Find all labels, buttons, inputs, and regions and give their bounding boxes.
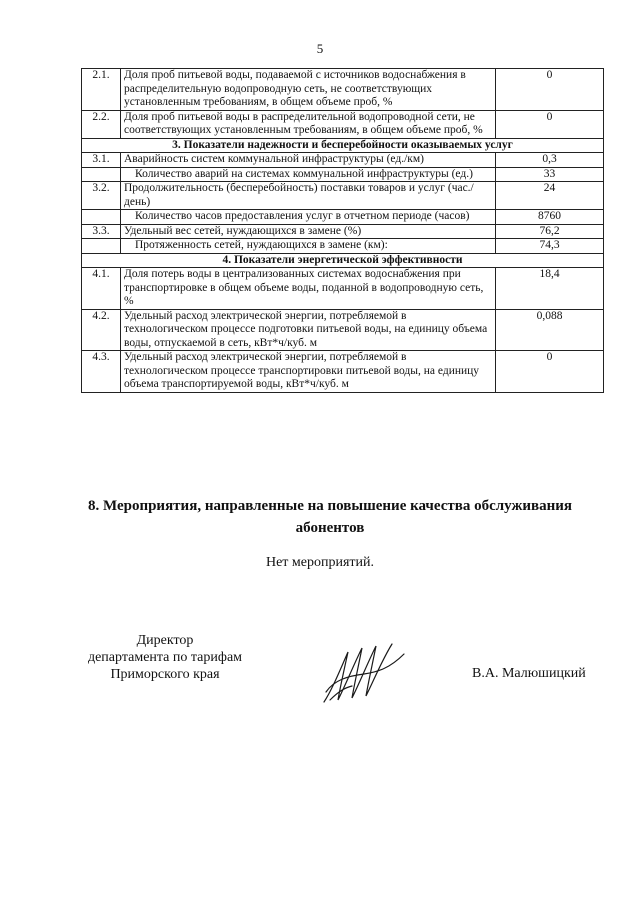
table-row bbox=[82, 309, 604, 351]
row-number: 3.2. bbox=[82, 182, 121, 210]
table-row bbox=[82, 351, 604, 393]
indicator-value: 76,2 bbox=[496, 224, 604, 239]
indicator-value: 0 bbox=[496, 110, 604, 138]
section-8-title-line1: 8. Мероприятия, направленные на повышение качества обслуживания bbox=[87, 498, 572, 514]
table-row bbox=[82, 182, 604, 210]
row-number bbox=[82, 210, 121, 225]
indicator-description: Количество часов предоставления услуг в отчетном периоде (часов) bbox=[121, 210, 496, 225]
table-row bbox=[82, 268, 604, 310]
signatory-name: В.А. Малюшицкий bbox=[472, 666, 586, 681]
table-subrow bbox=[82, 210, 604, 225]
row-number: 4.1. bbox=[82, 268, 121, 310]
table-subrow bbox=[82, 167, 604, 182]
indicator-description: Аварийность систем коммунальной инфраструктуры (ед./км) bbox=[121, 153, 496, 168]
indicator-value: 74,3 bbox=[496, 239, 604, 254]
indicator-description: Протяженность сетей, нуждающихся в замене (км): bbox=[121, 239, 496, 254]
table-row bbox=[82, 153, 604, 168]
indicator-description: Удельный вес сетей, нуждающихся в замене (%) bbox=[121, 224, 496, 239]
indicator-value: 0,3 bbox=[496, 153, 604, 168]
section-row bbox=[82, 253, 604, 268]
table-subrow bbox=[82, 239, 604, 254]
signatory-title bbox=[60, 632, 270, 683]
table-row bbox=[82, 69, 604, 111]
handwritten-signature bbox=[318, 640, 408, 710]
signatory-title-line2: департамента по тарифам bbox=[87, 650, 243, 665]
indicator-value: 33 bbox=[496, 167, 604, 182]
indicator-description: Количество аварий на системах коммунальной инфраструктуры (ед.) bbox=[121, 167, 496, 182]
section-heading: 3. Показатели надежности и бесперебойности оказываемых услуг bbox=[82, 138, 604, 153]
indicator-value: 24 bbox=[496, 182, 604, 210]
indicator-description: Доля потерь воды в централизованных системах водоснабжения при транспортировке в общем объеме воды, поданной в водопроводную сеть, % bbox=[121, 268, 496, 310]
row-number: 3.1. bbox=[82, 153, 121, 168]
indicators-table bbox=[81, 68, 604, 393]
indicator-value: 8760 bbox=[496, 210, 604, 225]
row-number: 3.3. bbox=[82, 224, 121, 239]
section-8-heading bbox=[60, 495, 600, 539]
indicator-value: 0 bbox=[496, 351, 604, 393]
row-number: 4.3. bbox=[82, 351, 121, 393]
table-row bbox=[82, 110, 604, 138]
indicator-description: Удельный расход электрической энергии, потребляемой в технологическом процессе подготовки питьевой воды, на единицу объема воды, отпускаемой в сеть, кВт*ч/куб. м bbox=[121, 309, 496, 351]
section-heading: 4. Показатели энергетической эффективности bbox=[82, 253, 604, 268]
row-number bbox=[82, 239, 121, 254]
indicator-description: Продолжительность (бесперебойность) поставки товаров и услуг (час./день) bbox=[121, 182, 496, 210]
signatory-title-line3: Приморского края bbox=[110, 667, 220, 682]
indicator-value: 0 bbox=[496, 69, 604, 111]
row-number: 4.2. bbox=[82, 309, 121, 351]
indicator-value: 0,088 bbox=[496, 309, 604, 351]
row-number bbox=[82, 167, 121, 182]
page-number: 5 bbox=[316, 41, 324, 56]
table-row bbox=[82, 224, 604, 239]
indicator-description: Удельный расход электрической энергии, потребляемой в технологическом процессе транспортировки питьевой воды, на единицу объема транспортируемой воды, кВт*ч/куб. м bbox=[121, 351, 496, 393]
indicator-value: 18,4 bbox=[496, 268, 604, 310]
section-row bbox=[82, 138, 604, 153]
row-number: 2.1. bbox=[82, 69, 121, 111]
signatory-title-line1: Директор bbox=[136, 633, 194, 648]
indicator-description: Доля проб питьевой воды в распределительной водопроводной сети, не соответствующих установленным требованиям, в общем объеме проб, % bbox=[121, 110, 496, 138]
section-8-text: Нет мероприятий. bbox=[265, 555, 375, 570]
section-8-title-line2: абонентов bbox=[295, 520, 365, 536]
row-number: 2.2. bbox=[82, 110, 121, 138]
indicator-description: Доля проб питьевой воды, подаваемой с источников водоснабжения в распределительную водопроводную сеть, не соответствующих установленным требованиям, в общем объеме проб, % bbox=[121, 69, 496, 111]
